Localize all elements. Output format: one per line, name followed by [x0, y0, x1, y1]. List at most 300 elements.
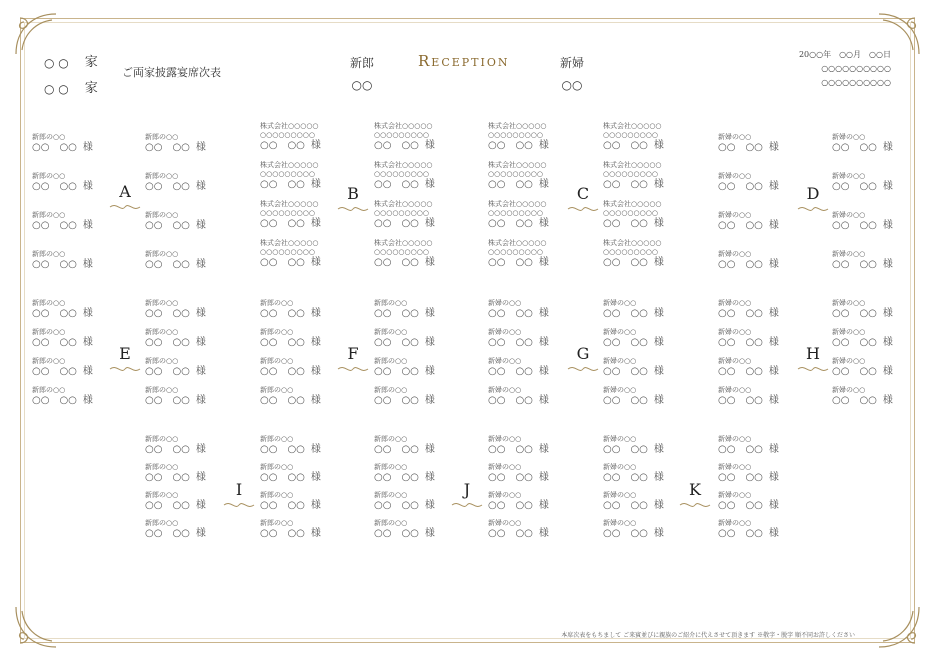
- flourish-icon: [679, 500, 711, 510]
- honorific: 様: [424, 257, 435, 268]
- guest-entry: [145, 210, 206, 232]
- guest-entry: [145, 518, 206, 540]
- guest-name: ○○ ○○ 様: [718, 259, 779, 270]
- honorific: 様: [653, 528, 664, 539]
- honorific: 様: [195, 500, 206, 511]
- guest-name: ○○ ○○ 様: [32, 395, 93, 406]
- honorific: 様: [882, 395, 893, 406]
- guest-company: 株式会社○○○○○: [260, 122, 319, 130]
- guest-relation: 新郎の○○: [374, 491, 408, 499]
- guest-relation: 新郎の○○: [374, 435, 408, 443]
- honorific: 様: [538, 444, 549, 455]
- guest-relation: 新郎の○○: [145, 328, 179, 336]
- guest-entry: [374, 327, 435, 349]
- guest-name: ○○ ○○ 様: [603, 308, 664, 319]
- guest-entry: [603, 239, 664, 269]
- honorific: 様: [882, 181, 893, 192]
- honorific: 様: [310, 218, 321, 229]
- honorific: 様: [882, 366, 893, 377]
- guest-name: ○○ ○○ 様: [374, 140, 435, 151]
- guest-name: ○○ ○○ 様: [145, 366, 206, 377]
- guest-name: ○○ ○○ 様: [145, 444, 206, 455]
- table-label: G: [576, 344, 590, 363]
- guest-entry: [603, 385, 664, 407]
- table-label: K: [689, 480, 701, 499]
- honorific: 様: [310, 337, 321, 348]
- guest-name: ○○ ○○ 様: [260, 218, 321, 229]
- guest-name: ○○ ○○ 様: [832, 142, 893, 153]
- guest-relation: 新郎の○○: [145, 250, 179, 258]
- honorific: 様: [82, 220, 93, 231]
- honorific: 様: [310, 179, 321, 190]
- guest-title: ○○○○○○○○○: [374, 248, 429, 256]
- guest-relation: 新婦の○○: [718, 386, 752, 394]
- honorific: 様: [538, 472, 549, 483]
- honorific: 様: [82, 395, 93, 406]
- honorific: 様: [310, 444, 321, 455]
- guest-relation: 新郎の○○: [32, 299, 66, 307]
- guest-name: ○○ ○○ 様: [145, 472, 206, 483]
- guest-entry: [145, 385, 206, 407]
- guest-name: ○○ ○○ 様: [718, 142, 779, 153]
- honorific: 様: [82, 337, 93, 348]
- guest-title: ○○○○○○○○○: [603, 170, 658, 178]
- guest-relation: 新婦の○○: [603, 357, 637, 365]
- guest-title: ○○○○○○○○○: [488, 170, 543, 178]
- honorific: 様: [768, 366, 779, 377]
- guest-name: ○○ ○○ 様: [32, 308, 93, 319]
- guest-relation: 新婦の○○: [488, 299, 522, 307]
- honorific: 様: [424, 179, 435, 190]
- guest-entry: [488, 200, 549, 230]
- guest-entry: [488, 298, 549, 320]
- honorific: 様: [768, 444, 779, 455]
- guest-name: ○○ ○○ 様: [374, 500, 435, 511]
- honorific: 様: [538, 366, 549, 377]
- guest-entry: [145, 462, 206, 484]
- guest-relation: 新婦の○○: [488, 435, 522, 443]
- guest-entry: [488, 462, 549, 484]
- guest-name: ○○ ○○ 様: [260, 444, 321, 455]
- guest-entry: [603, 462, 664, 484]
- guest-entry: [718, 462, 779, 484]
- guest-relation: 新婦の○○: [832, 386, 866, 394]
- guest-entry: [603, 518, 664, 540]
- guest-name: ○○ ○○ 様: [488, 337, 549, 348]
- guest-entry: [260, 239, 321, 269]
- table-label: D: [806, 184, 820, 203]
- guest-entry: [374, 356, 435, 378]
- honorific: 様: [195, 259, 206, 270]
- guest-name: ○○ ○○ 様: [260, 528, 321, 539]
- honorific: 様: [310, 528, 321, 539]
- guest-relation: 新郎の○○: [374, 519, 408, 527]
- guest-relation: 新婦の○○: [832, 328, 866, 336]
- honorific: 様: [768, 259, 779, 270]
- guest-entry: [145, 490, 206, 512]
- guest-relation: 新郎の○○: [145, 211, 179, 219]
- honorific: 様: [653, 366, 664, 377]
- table-label: I: [235, 480, 243, 499]
- subtitle: ご両家披露宴席次表: [122, 66, 221, 79]
- guest-name: ○○ ○○ 様: [145, 528, 206, 539]
- guest-entry: [832, 327, 893, 349]
- guest-company: 株式会社○○○○○: [260, 239, 319, 247]
- guest-name: ○○ ○○ 様: [603, 257, 664, 268]
- guest-entry: [32, 210, 93, 232]
- guest-entry: [32, 356, 93, 378]
- guest-entry: [488, 490, 549, 512]
- guest-entry: [260, 462, 321, 484]
- honorific: 様: [310, 308, 321, 319]
- guest-entry: [260, 122, 321, 152]
- guest-name: ○○ ○○ 様: [832, 337, 893, 348]
- guest-relation: 新郎の○○: [145, 491, 179, 499]
- guest-entry: [488, 161, 549, 191]
- guest-entry: [603, 356, 664, 378]
- guest-relation: 新郎の○○: [374, 328, 408, 336]
- guest-entry: [145, 327, 206, 349]
- honorific: 様: [82, 142, 93, 153]
- guest-relation: 新郎の○○: [145, 463, 179, 471]
- guest-entry: [145, 171, 206, 193]
- guest-name: ○○ ○○ 様: [260, 179, 321, 190]
- guest-relation: 新婦の○○: [603, 386, 637, 394]
- honorific: 様: [538, 218, 549, 229]
- guest-name: ○○ ○○ 様: [260, 500, 321, 511]
- guest-relation: 新婦の○○: [832, 299, 866, 307]
- guest-entry: [260, 298, 321, 320]
- family-ie: 家: [84, 81, 98, 96]
- guest-relation: 新郎の○○: [145, 357, 179, 365]
- guest-relation: 新郎の○○: [260, 386, 294, 394]
- honorific: 様: [310, 140, 321, 151]
- honorific: 様: [310, 257, 321, 268]
- flourish-icon: [567, 204, 599, 214]
- guest-entry: [488, 327, 549, 349]
- family-ie: 家: [84, 55, 98, 70]
- guest-entry: [374, 462, 435, 484]
- guest-entry: [374, 122, 435, 152]
- guest-name: ○○ ○○ 様: [260, 472, 321, 483]
- guest-relation: 新婦の○○: [718, 463, 752, 471]
- honorific: 様: [310, 472, 321, 483]
- flourish-icon: [451, 500, 483, 510]
- guest-entry: [603, 122, 664, 152]
- guest-title: ○○○○○○○○○: [603, 131, 658, 139]
- honorific: 様: [653, 337, 664, 348]
- guest-company: 株式会社○○○○○: [488, 239, 547, 247]
- guest-relation: 新婦の○○: [832, 250, 866, 258]
- honorific: 様: [424, 140, 435, 151]
- flourish-icon: [567, 364, 599, 374]
- honorific: 様: [768, 528, 779, 539]
- guest-relation: 新郎の○○: [145, 386, 179, 394]
- honorific: 様: [768, 142, 779, 153]
- guest-relation: 新婦の○○: [718, 299, 752, 307]
- guest-entry: [145, 249, 206, 271]
- honorific: 様: [768, 337, 779, 348]
- guest-relation: 新婦の○○: [718, 491, 752, 499]
- guest-entry: [260, 327, 321, 349]
- honorific: 様: [424, 472, 435, 483]
- guest-name: ○○ ○○ 様: [260, 140, 321, 151]
- guest-name: ○○ ○○ 様: [374, 528, 435, 539]
- corner-ornament-icon: [12, 603, 60, 651]
- honorific: 様: [538, 395, 549, 406]
- guest-relation: 新郎の○○: [374, 357, 408, 365]
- honorific: 様: [195, 220, 206, 231]
- honorific: 様: [653, 444, 664, 455]
- guest-name: ○○ ○○ 様: [374, 444, 435, 455]
- guest-entry: [718, 356, 779, 378]
- guest-name: ○○ ○○ 様: [603, 140, 664, 151]
- guest-entry: [488, 122, 549, 152]
- guest-name: ○○ ○○ 様: [374, 179, 435, 190]
- guest-name: ○○ ○○ 様: [832, 259, 893, 270]
- guest-name: ○○ ○○ 様: [374, 218, 435, 229]
- guest-name: ○○ ○○ 様: [718, 366, 779, 377]
- guest-entry: [32, 249, 93, 271]
- guest-entry: [718, 490, 779, 512]
- honorific: 様: [424, 500, 435, 511]
- honorific: 様: [424, 218, 435, 229]
- guest-name: ○○ ○○ 様: [145, 181, 206, 192]
- guest-entry: [488, 356, 549, 378]
- guest-name: ○○ ○○ 様: [32, 259, 93, 270]
- guest-title: ○○○○○○○○○: [603, 248, 658, 256]
- guest-entry: [260, 518, 321, 540]
- family-circles: ○ ○: [44, 56, 69, 70]
- guest-relation: 新婦の○○: [488, 357, 522, 365]
- guest-title: ○○○○○○○○○: [374, 131, 429, 139]
- guest-entry: [145, 132, 206, 154]
- honorific: 様: [424, 366, 435, 377]
- guest-title: ○○○○○○○○○: [603, 209, 658, 217]
- guest-title: ○○○○○○○○○: [260, 131, 315, 139]
- guest-name: ○○ ○○ 様: [260, 257, 321, 268]
- guest-name: ○○ ○○ 様: [488, 366, 549, 377]
- table-label: J: [463, 480, 471, 499]
- venue-line-2: ○○○○○○○○○○: [821, 78, 891, 87]
- guest-title: ○○○○○○○○○: [260, 170, 315, 178]
- honorific: 様: [882, 142, 893, 153]
- flourish-icon: [109, 202, 141, 212]
- honorific: 様: [653, 395, 664, 406]
- guest-relation: 新婦の○○: [718, 250, 752, 258]
- guest-name: ○○ ○○ 様: [488, 500, 549, 511]
- guest-relation: 新郎の○○: [260, 357, 294, 365]
- guest-company: 株式会社○○○○○: [374, 122, 433, 130]
- guest-relation: 新婦の○○: [718, 519, 752, 527]
- guest-company: 株式会社○○○○○: [488, 122, 547, 130]
- guest-company: 株式会社○○○○○: [603, 122, 662, 130]
- guest-entry: [488, 239, 549, 269]
- guest-entry: [145, 356, 206, 378]
- guest-name: ○○ ○○ 様: [32, 181, 93, 192]
- bride-role: 新婦: [560, 56, 585, 70]
- table-label: E: [119, 344, 131, 363]
- guest-entry: [603, 200, 664, 230]
- guest-relation: 新郎の○○: [32, 357, 66, 365]
- guest-entry: [603, 434, 664, 456]
- honorific: 様: [768, 395, 779, 406]
- bride-block: [560, 52, 584, 96]
- guest-title: ○○○○○○○○○: [488, 131, 543, 139]
- guest-name: ○○ ○○ 様: [260, 395, 321, 406]
- guest-relation: 新婦の○○: [603, 491, 637, 499]
- guest-entry: [832, 249, 893, 271]
- guest-name: ○○ ○○ 様: [488, 218, 549, 229]
- guest-entry: [718, 210, 779, 232]
- guest-entry: [832, 298, 893, 320]
- guest-entry: [374, 200, 435, 230]
- guest-entry: [374, 518, 435, 540]
- honorific: 様: [882, 337, 893, 348]
- guest-company: 株式会社○○○○○: [603, 239, 662, 247]
- guest-name: ○○ ○○ 様: [32, 220, 93, 231]
- guest-relation: 新郎の○○: [145, 299, 179, 307]
- guest-entry: [260, 356, 321, 378]
- guest-name: ○○ ○○ 様: [603, 218, 664, 229]
- guest-relation: 新郎の○○: [374, 386, 408, 394]
- honorific: 様: [195, 337, 206, 348]
- guest-company: 株式会社○○○○○: [260, 161, 319, 169]
- guest-name: ○○ ○○ 様: [374, 366, 435, 377]
- guest-name: ○○ ○○ 様: [488, 179, 549, 190]
- guest-entry: [718, 518, 779, 540]
- guest-entry: [374, 298, 435, 320]
- guest-company: 株式会社○○○○○: [488, 200, 547, 208]
- guest-name: ○○ ○○ 様: [374, 257, 435, 268]
- footer-note: 本席次表をもちまして ご来賓並びに親族のご紹介に代えさせて頂きます ※敬字・脱字 順不同お許しください: [561, 632, 855, 639]
- guest-company: 株式会社○○○○○: [374, 239, 433, 247]
- guest-relation: 新婦の○○: [488, 519, 522, 527]
- flourish-icon: [109, 364, 141, 374]
- groom-name: ○○: [351, 78, 373, 92]
- guest-relation: 新郎の○○: [260, 435, 294, 443]
- guest-company: 株式会社○○○○○: [603, 200, 662, 208]
- guest-entry: [603, 161, 664, 191]
- honorific: 様: [310, 366, 321, 377]
- guest-name: ○○ ○○ 様: [603, 472, 664, 483]
- guest-entry: [488, 434, 549, 456]
- guest-name: ○○ ○○ 様: [32, 337, 93, 348]
- guest-entry: [832, 210, 893, 232]
- honorific: 様: [424, 337, 435, 348]
- guest-relation: 新郎の○○: [32, 386, 66, 394]
- guest-name: ○○ ○○ 様: [832, 395, 893, 406]
- guest-entry: [260, 434, 321, 456]
- guest-name: ○○ ○○ 様: [832, 366, 893, 377]
- guest-name: ○○ ○○ 様: [718, 395, 779, 406]
- guest-name: ○○ ○○ 様: [603, 500, 664, 511]
- guest-relation: 新婦の○○: [603, 328, 637, 336]
- honorific: 様: [882, 220, 893, 231]
- guest-title: ○○○○○○○○○: [488, 248, 543, 256]
- guest-relation: 新婦の○○: [832, 133, 866, 141]
- table-label: B: [347, 184, 359, 203]
- guest-relation: 新婦の○○: [488, 463, 522, 471]
- guest-entry: [718, 298, 779, 320]
- guest-entry: [260, 385, 321, 407]
- guest-entry: [145, 434, 206, 456]
- guest-entry: [832, 385, 893, 407]
- guest-name: ○○ ○○ 様: [260, 337, 321, 348]
- guest-name: ○○ ○○ 様: [488, 472, 549, 483]
- guest-entry: [260, 490, 321, 512]
- corner-ornament-icon: [875, 603, 923, 651]
- flourish-icon: [797, 364, 829, 374]
- guest-relation: 新郎の○○: [374, 299, 408, 307]
- guest-name: ○○ ○○ 様: [145, 259, 206, 270]
- guest-relation: 新婦の○○: [718, 172, 752, 180]
- family-names: [44, 50, 98, 102]
- flourish-icon: [223, 500, 255, 510]
- guest-relation: 新婦の○○: [603, 463, 637, 471]
- guest-title: ○○○○○○○○○: [260, 248, 315, 256]
- guest-entry: [374, 239, 435, 269]
- guest-relation: 新婦の○○: [832, 172, 866, 180]
- honorific: 様: [82, 308, 93, 319]
- guest-relation: 新郎の○○: [32, 250, 66, 258]
- guest-entry: [374, 161, 435, 191]
- guest-relation: 新婦の○○: [832, 211, 866, 219]
- honorific: 様: [538, 179, 549, 190]
- guest-name: ○○ ○○ 様: [832, 220, 893, 231]
- honorific: 様: [195, 528, 206, 539]
- guest-name: ○○ ○○ 様: [718, 337, 779, 348]
- guest-company: 株式会社○○○○○: [488, 161, 547, 169]
- honorific: 様: [195, 472, 206, 483]
- guest-title: ○○○○○○○○○: [260, 209, 315, 217]
- guest-relation: 新郎の○○: [145, 519, 179, 527]
- honorific: 様: [538, 140, 549, 151]
- honorific: 様: [653, 179, 664, 190]
- honorific: 様: [653, 308, 664, 319]
- honorific: 様: [310, 500, 321, 511]
- table-label: A: [119, 182, 131, 201]
- guest-name: ○○ ○○ 様: [145, 337, 206, 348]
- guest-name: ○○ ○○ 様: [603, 395, 664, 406]
- honorific: 様: [538, 337, 549, 348]
- honorific: 様: [424, 308, 435, 319]
- honorific: 様: [424, 528, 435, 539]
- guest-entry: [32, 327, 93, 349]
- honorific: 様: [82, 259, 93, 270]
- honorific: 様: [195, 395, 206, 406]
- guest-relation: 新郎の○○: [32, 172, 66, 180]
- guest-relation: 新郎の○○: [260, 299, 294, 307]
- guest-name: ○○ ○○ 様: [603, 444, 664, 455]
- groom-role: 新郎: [350, 56, 375, 70]
- honorific: 様: [538, 500, 549, 511]
- guest-relation: 新郎の○○: [145, 133, 179, 141]
- honorific: 様: [653, 218, 664, 229]
- honorific: 様: [882, 308, 893, 319]
- honorific: 様: [195, 142, 206, 153]
- guest-name: ○○ ○○ 様: [145, 395, 206, 406]
- guest-company: 株式会社○○○○○: [374, 200, 433, 208]
- honorific: 様: [653, 500, 664, 511]
- guest-name: ○○ ○○ 様: [718, 181, 779, 192]
- guest-title: ○○○○○○○○○: [374, 209, 429, 217]
- guest-entry: [374, 434, 435, 456]
- guest-name: ○○ ○○ 様: [488, 395, 549, 406]
- guest-title: ○○○○○○○○○: [488, 209, 543, 217]
- guest-entry: [718, 132, 779, 154]
- honorific: 様: [310, 395, 321, 406]
